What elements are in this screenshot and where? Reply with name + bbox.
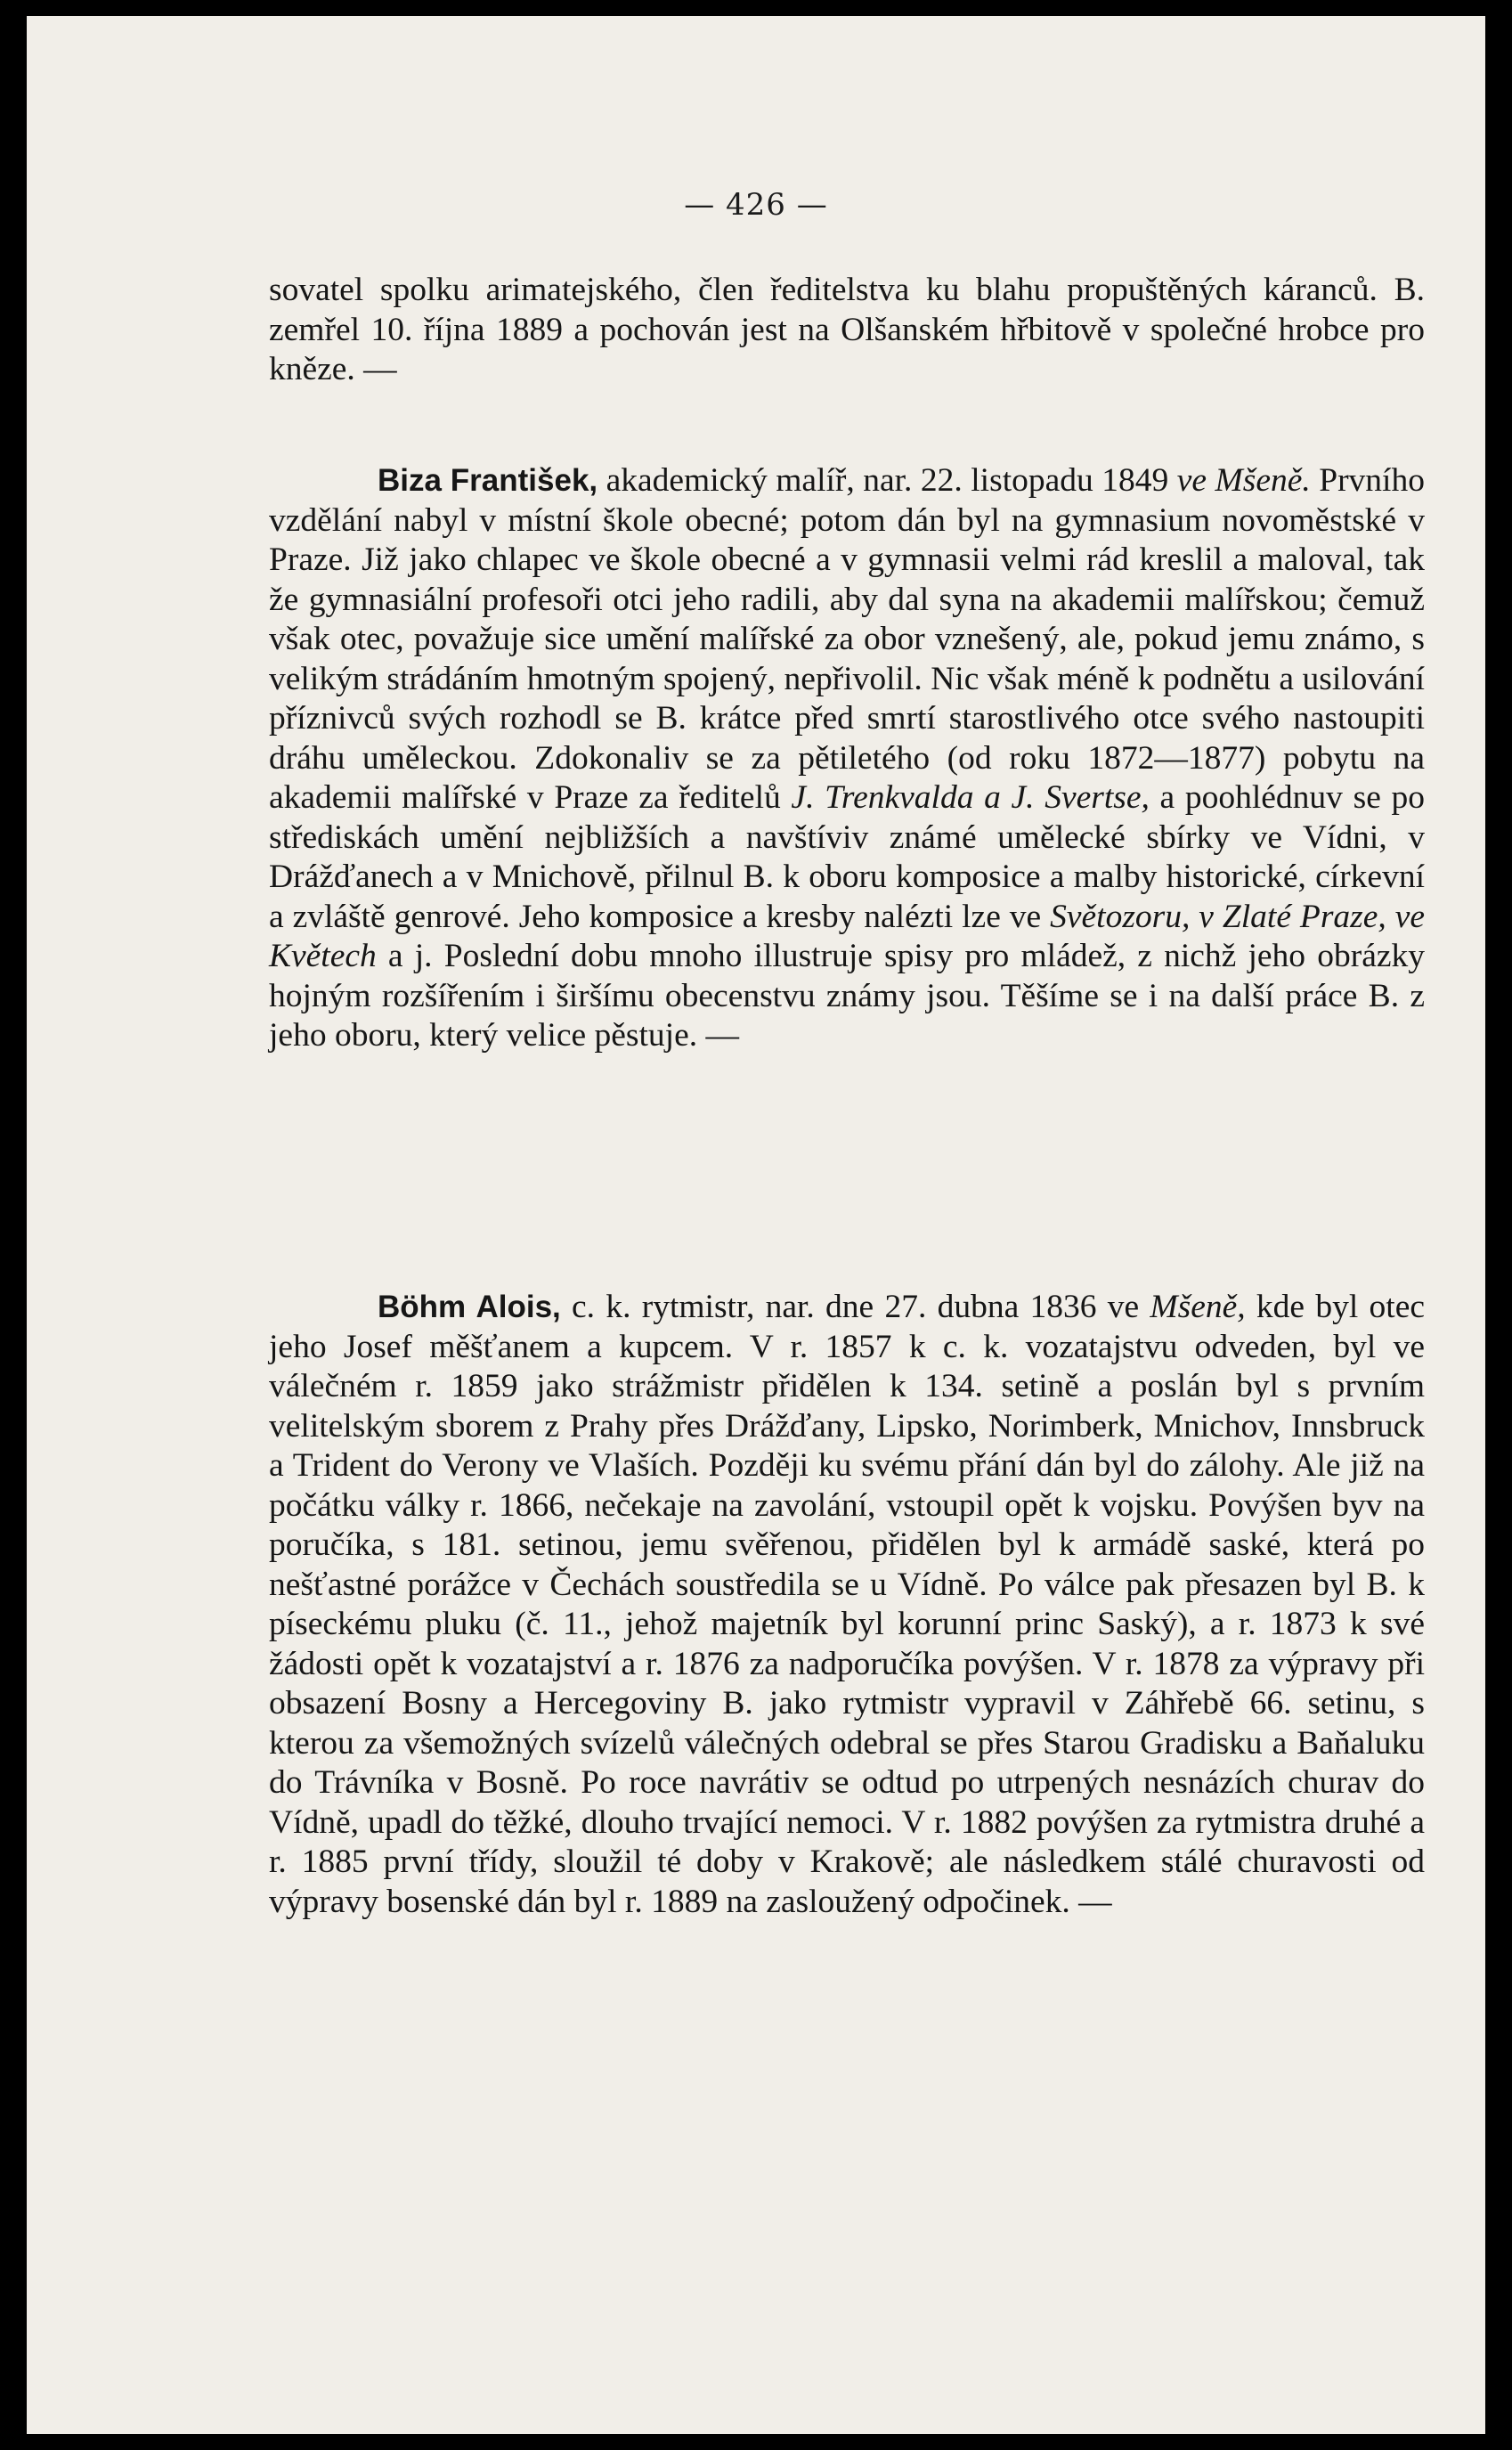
entry-biza: [269, 461, 1425, 1056]
entry-biza-paragraph: [269, 461, 1425, 1056]
entry-text: a j. Poslední dobu mnoho illustruje spisy pro mládež, z nichž jeho obrázky hojným rozšířením i širšímu obecenstvu známy jsou. Těšíme se i na další práce B. z jeho oboru, který velice pěstuje. —: [269, 938, 1425, 1054]
entry-italic-text: Světozoru, v Zlaté Praze, ve Květech: [269, 898, 1425, 974]
entry-text: akademický malíř, nar. 22. listopadu 1849: [597, 462, 1177, 499]
continuation-text: sovatel spolku arimatejského, člen ředitelstva ku blahu propuštěných káranců. B. zemřel 10. října 1889 a pochován jest na Olšanském hřbitově v společné hrobce pro kněze. —: [269, 272, 1425, 387]
entry-bohm-paragraph: [269, 1288, 1425, 1922]
continuation-paragraph: [269, 271, 1425, 390]
entry-text: c. k. rytmistr, nar. dne 27. dubna 1836 ve: [560, 1289, 1150, 1325]
entry-italic-text: ve Mšeně.: [1176, 462, 1311, 499]
entry-text: Prvního vzdělání nabyl v místní škole obecné; potom dán byl na gymnasium novoměstské v Praze. Již jako chlapec ve škole obecné a v gymnasii velmi rád kreslil a maloval, tak že gymnasiální profesoři otci jeho radili, aby dal syna na akademii malířskou; čemuž však otec, považuje sice umění malířské za obor vznešený, ale, pokud jemu známo, s velikým strádáním hmotným spojený, nepřivolil. Nic však méně k podnětu a usilování příznivců svých rozhodl se B. krátce před smrtí starostlivého otce svého nastoupiti dráhu uměleckou. Zdokonaliv se za pětiletého (od roku 1872—1877) pobytu na akademii malířské v Praze za ředitelů: [269, 462, 1425, 816]
entry-headword: Böhm Alois,: [378, 1290, 561, 1324]
entry-italic-text: Mšeně,: [1150, 1289, 1246, 1325]
entry-text: a poohlédnuv se po střediskách umění nejbližších a navštíviv známé umělecké sbírky ve Vídni, v Drážďanech a v Mnichově, přilnul B. k oboru komposice a malby historické, církevní a zvláště genrové. Jeho komposice a kresby nalézti lze ve: [269, 779, 1426, 935]
entry-bohm: [269, 1288, 1425, 1922]
entry-italic-text: J. Trenkvalda a J. Svertse,: [791, 779, 1150, 816]
book-page: [27, 16, 1485, 2434]
entry-headword: Biza František,: [378, 463, 598, 498]
entry-text: kde byl otec jeho Josef měšťanem a kupcem. V r. 1857 k c. k. vozatajstvu odveden, byl ve válečném r. 1859 jako strážmistr přidělen k 134. setině a poslán byl s prvním velitelským sborem z Prahy přes Drážďany, Lipsko, Norimberk, Mnichov, Innsbruck a Trident do Verony ve Vlaších. Později ku svému přání dán byl do zálohy. Ale již na počátku války r. 1866, nečekaje na zavolání, vstoupil opět k vojsku. Povýšen byv na poručíka, s 181. setinou, jemu svěřenou, přidělen byl k armádě saské, která po nešťastné porážce v Čechách soustředila se u Vídně. Po válce pak přesazen byl B. k píseckému pluku (č. 11., jehož majetník byl korunní princ Saský), a r. 1873 k své žádosti opět k vozatajství a r. 1876 za nadporučíka povýšen. V r. 1878 za výpravy při obsazení Bosny a Hercegoviny B. jako rytmistr vypravil v Záhřebě 66. setinu, s kterou za všemožných svízelů válečných odebral se přes Starou Gradisku a Baňaluku do Trávníka v Bosně. Po roce navrátiv se odtud po utrpených nesnázích churav do Vídně, upadl do těžké, dlouho trvající nemoci. V r. 1882 povýšen za rytmistra druhé a r. 1885 první třídy, sloužil té doby v Krakově; ale následkem stálé churavosti od výpravy bosenské dán byl r. 1889 na zasloužený odpočinek. —: [269, 1289, 1425, 1920]
page-number: — 426 —: [684, 187, 828, 223]
